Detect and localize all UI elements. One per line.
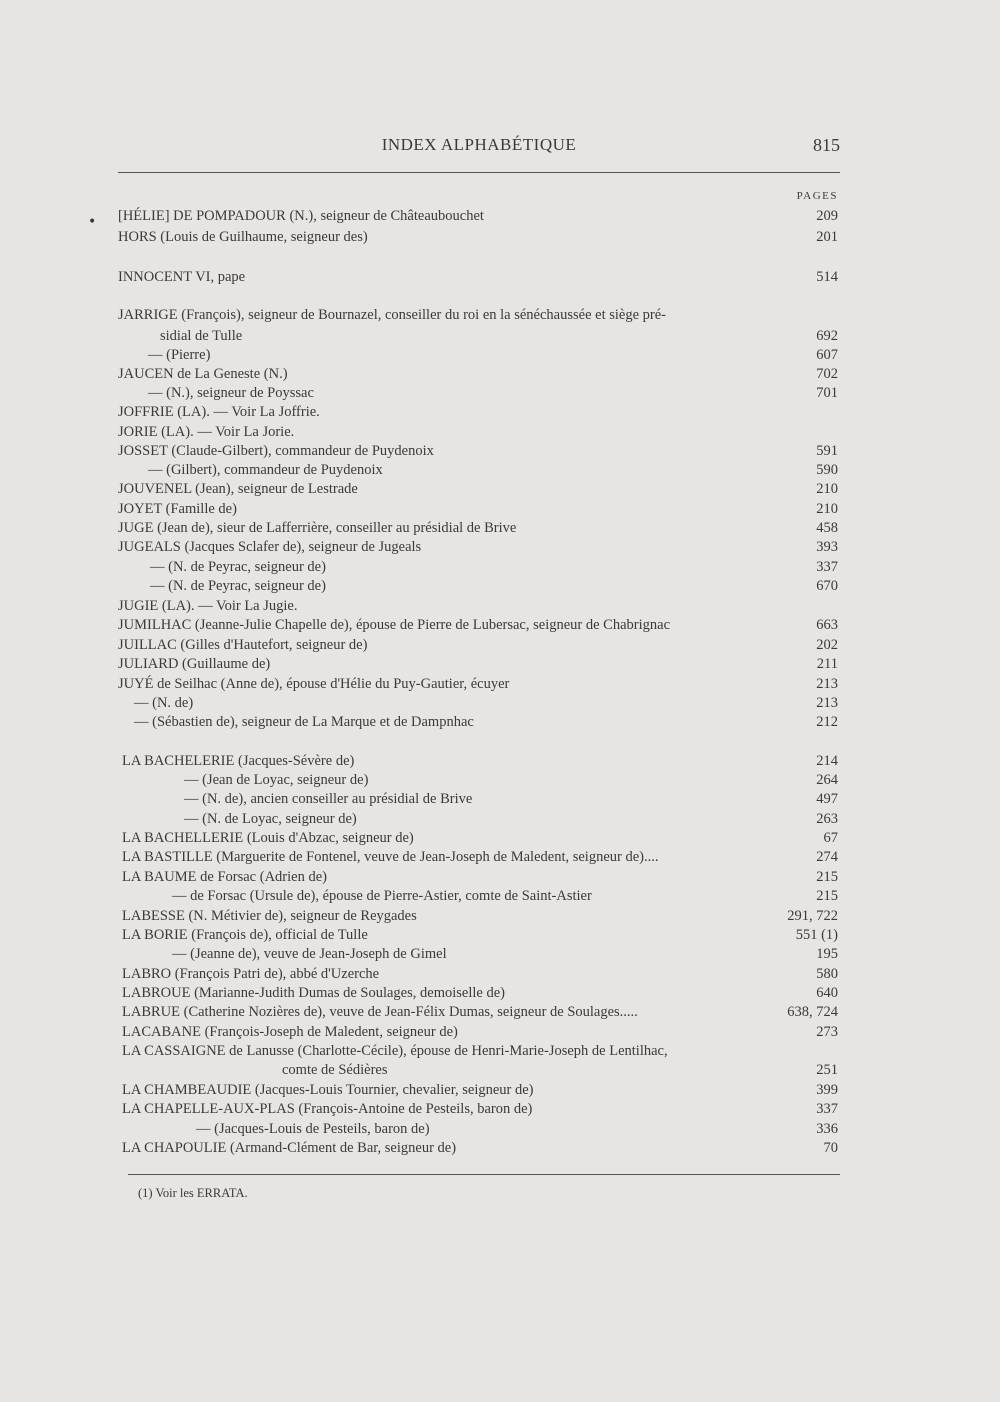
entry-text: LA BACHELLERIE (Louis d'Abzac, seigneur de) (122, 830, 414, 846)
entry-text: HORS (Louis de Guilhaume, seigneur des) (118, 229, 368, 245)
index-entry (118, 268, 838, 286)
index-entry (134, 694, 838, 712)
index-entry (118, 365, 838, 383)
entry-page: 70 (823, 1140, 838, 1156)
entry-text: — (Jean de Loyac, seigneur de) (184, 772, 369, 788)
entry-text: [HÉLIE] DE POMPADOUR (N.), seigneur de Châteaubouchet (118, 208, 484, 224)
entry-text: — (N.), seigneur de Poyssac (148, 385, 314, 401)
index-entry (122, 926, 838, 944)
entry-page: 701 (816, 385, 838, 401)
entry-text: — (N. de Loyac, seigneur de) (184, 811, 357, 827)
index-entry (122, 1042, 838, 1060)
entry-page: 291, 722 (787, 908, 838, 924)
entry-text: — (N. de), ancien conseiller au présidial de Brive (184, 791, 473, 807)
entry-text: LA BASTILLE (Marguerite de Fontenel, veuve de Jean-Joseph de Maledent, seigneur de).... (122, 849, 659, 865)
entry-page: 590 (816, 462, 838, 478)
index-entry (150, 577, 838, 595)
entry-text: — (N. de Peyrac, seigneur de) (150, 559, 326, 575)
entry-page: 195 (816, 946, 838, 962)
index-entry (118, 500, 838, 518)
entry-text: LABRO (François Patri de), abbé d'Uzerche (122, 966, 380, 982)
index-entry (118, 616, 838, 634)
index-entry (118, 538, 838, 556)
index-entry (172, 945, 838, 963)
index-entry (122, 984, 838, 1002)
entry-page: 670 (816, 578, 838, 594)
entry-page: 67 (823, 830, 838, 846)
entry-page: 210 (816, 501, 838, 517)
running-header (118, 135, 840, 161)
entry-page: 214 (816, 753, 838, 769)
entry-page: 514 (816, 269, 838, 285)
footnote-rule (128, 1174, 840, 1175)
index-entry (122, 868, 838, 886)
entry-text: — (Sébastien de), seigneur de La Marque et de Dampnhac (134, 714, 474, 730)
index-entry (118, 636, 838, 654)
entry-page: 274 (816, 849, 838, 865)
index-entry (184, 771, 838, 789)
entry-text: JUGIE (LA). — Voir La Jugie. (118, 598, 298, 614)
index-entry (122, 848, 838, 866)
index-entry (148, 384, 838, 402)
index-entry (160, 327, 838, 345)
footnote: (1) Voir les ERRATA. (138, 1186, 248, 1200)
page-number: 815 (813, 135, 840, 155)
index-entry (122, 1003, 838, 1021)
entry-text: LA CHAPELLE-AUX-PLAS (François-Antoine de Pesteils, baron de) (122, 1101, 533, 1117)
entry-page: 399 (816, 1082, 838, 1098)
index-entry (118, 597, 838, 615)
page-title: INDEX ALPHABÉTIQUE (381, 135, 577, 154)
index-entry (184, 790, 838, 808)
index-entry (118, 423, 838, 441)
entry-page: 210 (816, 481, 838, 497)
entry-page: 591 (816, 443, 838, 459)
entry-text: INNOCENT VI, pape (118, 269, 246, 285)
index-entry (134, 713, 838, 731)
index-entry (122, 965, 838, 983)
entry-text: JARRIGE (François), seigneur de Bournazel, conseiller du roi en la sénéchaussée et siège pré- (118, 307, 666, 323)
entry-text: LA CHAMBEAUDIE (Jacques-Louis Tournier, chevalier, seigneur de) (122, 1082, 534, 1098)
header-rule (118, 172, 840, 173)
entry-page: 337 (816, 1101, 838, 1117)
index-entry (118, 655, 838, 673)
index-entry (122, 1139, 838, 1157)
index-entry (118, 519, 838, 537)
entry-page: 212 (816, 714, 838, 730)
entry-text: JOUVENEL (Jean), seigneur de Lestrade (118, 481, 358, 497)
entry-page: 273 (816, 1024, 838, 1040)
entry-text: JUMILHAC (Jeanne-Julie Chapelle de), épouse de Pierre de Lubersac, seigneur de Chabrignac (118, 617, 671, 633)
index-entry (118, 480, 838, 498)
entry-text: LA CASSAIGNE de Lanusse (Charlotte-Cécile), épouse de Henri-Marie-Joseph de Lentilhac, (122, 1043, 668, 1059)
entry-page: 393 (816, 539, 838, 555)
index-entry (122, 1100, 838, 1118)
entry-page: 264 (816, 772, 838, 788)
index-entry (118, 403, 838, 421)
index-entry (118, 228, 838, 246)
entry-text: LABROUE (Marianne-Judith Dumas de Soulages, demoiselle de) (122, 985, 505, 1001)
index-entry (196, 1120, 838, 1138)
entry-page: 202 (816, 637, 838, 653)
entry-page: 663 (816, 617, 838, 633)
entry-page: 607 (816, 347, 838, 363)
entry-text: JULIARD (Guillaume de) (118, 656, 271, 672)
entry-text: — (Gilbert), commandeur de Puydenoix (148, 462, 383, 478)
entry-page: 702 (816, 366, 838, 382)
entry-page: 337 (816, 559, 838, 575)
index-entry (148, 346, 838, 364)
entry-page: 215 (816, 869, 838, 885)
entry-text: — (N. de) (134, 695, 194, 711)
entry-text: LA BAUME de Forsac (Adrien de) (122, 869, 327, 885)
entry-page: 251 (816, 1062, 838, 1078)
entry-text: LA BORIE (François de), official de Tulle (122, 927, 368, 943)
entry-page: 458 (816, 520, 838, 536)
entry-text: — (N. de Peyrac, seigneur de) (150, 578, 326, 594)
entry-page: 263 (816, 811, 838, 827)
entry-page: 213 (816, 676, 838, 692)
entry-page: 336 (816, 1121, 838, 1137)
index-entry (118, 207, 838, 225)
index-entry (184, 810, 838, 828)
entry-page: 213 (816, 695, 838, 711)
entry-text: JAUCEN de La Geneste (N.) (118, 366, 288, 382)
entry-text: JOSSET (Claude-Gilbert), commandeur de Puydenoix (118, 443, 434, 459)
index-entry (150, 558, 838, 576)
entry-text: — de Forsac (Ursule de), épouse de Pierre-Astier, comte de Saint-Astier (172, 888, 592, 904)
entry-text: — (Jacques-Louis de Pesteils, baron de) (196, 1121, 430, 1137)
entry-page: 638, 724 (787, 1004, 838, 1020)
entry-page: 497 (816, 791, 838, 807)
entry-text: LABESSE (N. Métivier de), seigneur de Reygades (122, 908, 417, 924)
index-entry (122, 1081, 838, 1099)
entry-text: comte de Sédières (282, 1062, 388, 1078)
index-entry (122, 1023, 838, 1041)
entry-text: JORIE (LA). — Voir La Jorie. (118, 424, 295, 440)
entry-text: sidial de Tulle (160, 328, 243, 344)
entry-page: 211 (816, 656, 838, 672)
entry-page: 640 (816, 985, 838, 1001)
index-entry (122, 752, 838, 770)
entry-text: LA BACHELERIE (Jacques-Sévère de) (122, 753, 355, 769)
entry-text: JUILLAC (Gilles d'Hautefort, seigneur de) (118, 637, 368, 653)
entry-page: 201 (816, 229, 838, 245)
entry-page: 209 (816, 208, 838, 224)
entry-page: 692 (816, 328, 838, 344)
index-entry (118, 306, 838, 324)
entry-text: LACABANE (François-Joseph de Maledent, seigneur de) (122, 1024, 458, 1040)
entry-page: 551 (1) (795, 927, 838, 943)
entry-text: — (Pierre) (148, 347, 211, 363)
index-entry (118, 675, 838, 693)
entry-page: 215 (816, 888, 838, 904)
entry-text: LA CHAPOULIE (Armand-Clément de Bar, seigneur de) (122, 1140, 457, 1156)
margin-mark: • (88, 214, 97, 230)
entry-text: — (Jeanne de), veuve de Jean-Joseph de Gimel (172, 946, 447, 962)
index-entry (148, 461, 838, 479)
entry-text: JOYET (Famille de) (118, 501, 237, 517)
index-entry (122, 907, 838, 925)
entry-text: JUYÉ de Seilhac (Anne de), épouse d'Hélie du Puy-Gautier, écuyer (118, 676, 510, 692)
pages-column-label: PAGES (796, 190, 838, 202)
entry-text: JOFFRIE (LA). — Voir La Joffrie. (118, 404, 320, 420)
index-entry (282, 1061, 838, 1079)
index-entry (172, 887, 838, 905)
index-entry (122, 829, 838, 847)
index-entry (118, 442, 838, 460)
entry-text: JUGE (Jean de), sieur de Lafferrière, conseiller au présidial de Brive (118, 520, 517, 536)
entry-page: 580 (816, 966, 838, 982)
entry-text: LABRUE (Catherine Nozières de), veuve de Jean-Félix Dumas, seigneur de Soulages..... (122, 1004, 638, 1020)
entry-text: JUGEALS (Jacques Sclafer de), seigneur de Jugeals (118, 539, 422, 555)
